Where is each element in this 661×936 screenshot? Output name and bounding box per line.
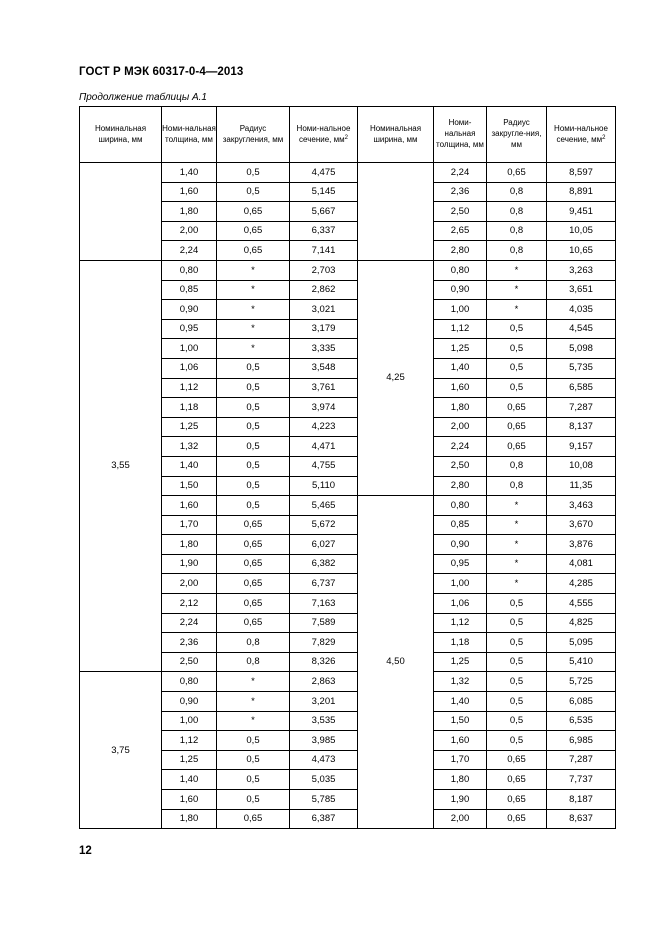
right-radius-cell: 0,5 (487, 319, 547, 339)
table-row (80, 672, 616, 692)
right-width-cell (358, 163, 434, 261)
page-number: 12 (79, 845, 92, 857)
right-section-cell: 5,095 (547, 633, 616, 653)
left-radius-cell: 0,65 (217, 554, 290, 574)
left-radius-cell: 0,65 (217, 594, 290, 614)
left-radius-cell: 0,5 (217, 750, 290, 770)
right-radius-cell: 0,5 (487, 711, 547, 731)
header-thickness-left: Номи-нальная толщина, мм (162, 107, 217, 163)
right-radius-cell: 0,5 (487, 672, 547, 692)
left-thickness-cell: 0,90 (162, 300, 217, 320)
right-section-cell: 7,287 (547, 750, 616, 770)
left-radius-cell: * (217, 319, 290, 339)
right-thickness-cell: 1,90 (434, 790, 487, 810)
left-section-cell: 3,179 (290, 319, 358, 339)
left-thickness-cell: 1,40 (162, 163, 217, 183)
right-radius-cell: 0,8 (487, 241, 547, 261)
left-radius-cell: 0,5 (217, 358, 290, 378)
right-section-cell: 3,670 (547, 515, 616, 535)
right-width-cell: 4,25 (358, 260, 434, 495)
right-section-cell: 6,985 (547, 731, 616, 751)
right-thickness-cell: 1,80 (434, 398, 487, 418)
right-radius-cell: * (487, 535, 547, 555)
right-radius-cell: 0,65 (487, 398, 547, 418)
left-radius-cell: 0,65 (217, 535, 290, 555)
right-radius-cell: * (487, 496, 547, 516)
right-radius-cell: 0,8 (487, 476, 547, 496)
left-section-cell: 7,141 (290, 241, 358, 261)
right-thickness-cell: 2,80 (434, 241, 487, 261)
right-radius-cell: 0,65 (487, 809, 547, 829)
right-thickness-cell: 2,24 (434, 437, 487, 457)
right-section-cell: 6,535 (547, 711, 616, 731)
right-section-cell: 9,451 (547, 202, 616, 222)
right-thickness-cell: 0,80 (434, 496, 487, 516)
right-radius-cell: 0,65 (487, 437, 547, 457)
header-section-right: Номи-нальное сечение, $мм^2$ (547, 107, 616, 163)
right-section-cell: 9,157 (547, 437, 616, 457)
right-thickness-cell: 1,70 (434, 750, 487, 770)
right-section-cell: 4,035 (547, 300, 616, 320)
table-caption: Продолжение таблицы А.1 (79, 92, 207, 103)
right-thickness-cell: 2,00 (434, 809, 487, 829)
right-section-cell: 3,876 (547, 535, 616, 555)
right-radius-cell: 0,65 (487, 163, 547, 183)
left-radius-cell: 0,5 (217, 496, 290, 516)
right-section-cell: 5,098 (547, 339, 616, 359)
right-thickness-cell: 1,25 (434, 652, 487, 672)
left-thickness-cell: 1,70 (162, 515, 217, 535)
right-radius-cell: 0,8 (487, 202, 547, 222)
left-section-cell: 6,387 (290, 809, 358, 829)
left-section-cell: 4,475 (290, 163, 358, 183)
right-thickness-cell: 2,00 (434, 417, 487, 437)
left-thickness-cell: 0,80 (162, 260, 217, 280)
right-thickness-cell: 1,40 (434, 358, 487, 378)
left-radius-cell: * (217, 280, 290, 300)
right-radius-cell: 0,5 (487, 339, 547, 359)
right-thickness-cell: 0,80 (434, 260, 487, 280)
left-thickness-cell: 0,95 (162, 319, 217, 339)
right-thickness-cell: 0,85 (434, 515, 487, 535)
left-section-cell: 3,974 (290, 398, 358, 418)
left-thickness-cell: 1,80 (162, 809, 217, 829)
left-radius-cell: * (217, 692, 290, 712)
left-radius-cell: 0,65 (217, 809, 290, 829)
right-thickness-cell: 1,12 (434, 613, 487, 633)
left-section-cell: 6,737 (290, 574, 358, 594)
right-section-cell: 8,637 (547, 809, 616, 829)
right-radius-cell: 0,65 (487, 750, 547, 770)
header-radius-right: Радиус закругле-ния, мм (487, 107, 547, 163)
header-width-left: Номинальная ширина, мм (80, 107, 162, 163)
left-section-cell: 5,145 (290, 182, 358, 202)
right-section-cell: 5,725 (547, 672, 616, 692)
left-thickness-cell: 1,40 (162, 456, 217, 476)
header-thickness-right: Номи-нальная толщина, мм (434, 107, 487, 163)
left-section-cell: 3,548 (290, 358, 358, 378)
right-section-cell: 4,285 (547, 574, 616, 594)
left-radius-cell: 0,65 (217, 515, 290, 535)
left-thickness-cell: 0,85 (162, 280, 217, 300)
right-radius-cell: 0,8 (487, 182, 547, 202)
right-thickness-cell: 1,40 (434, 692, 487, 712)
right-radius-cell: * (487, 574, 547, 594)
right-radius-cell: 0,5 (487, 594, 547, 614)
table-row (80, 260, 616, 280)
left-thickness-cell: 1,60 (162, 496, 217, 516)
left-thickness-cell: 2,00 (162, 574, 217, 594)
left-section-cell: 5,672 (290, 515, 358, 535)
left-section-cell: 3,021 (290, 300, 358, 320)
left-section-cell: 7,589 (290, 613, 358, 633)
left-thickness-cell: 1,60 (162, 182, 217, 202)
left-radius-cell: 0,5 (217, 456, 290, 476)
left-width-cell: 3,75 (80, 672, 162, 829)
right-radius-cell: * (487, 515, 547, 535)
right-section-cell: 4,555 (547, 594, 616, 614)
right-width-cell: 4,50 (358, 496, 434, 829)
right-section-cell: 6,085 (547, 692, 616, 712)
right-thickness-cell: 1,18 (434, 633, 487, 653)
left-section-cell: 4,223 (290, 417, 358, 437)
left-thickness-cell: 2,00 (162, 221, 217, 241)
left-radius-cell: 0,5 (217, 417, 290, 437)
left-section-cell: 4,755 (290, 456, 358, 476)
right-radius-cell: * (487, 554, 547, 574)
right-radius-cell: 0,5 (487, 358, 547, 378)
left-radius-cell: 0,5 (217, 770, 290, 790)
left-thickness-cell: 2,36 (162, 633, 217, 653)
right-thickness-cell: 1,25 (434, 339, 487, 359)
left-radius-cell: 0,5 (217, 182, 290, 202)
right-thickness-cell: 1,00 (434, 574, 487, 594)
right-section-cell: 4,081 (547, 554, 616, 574)
left-radius-cell: * (217, 339, 290, 359)
left-radius-cell: 0,5 (217, 398, 290, 418)
header-radius-left: Радиус закругления, мм (217, 107, 290, 163)
left-section-cell: 3,985 (290, 731, 358, 751)
left-radius-cell: * (217, 672, 290, 692)
left-radius-cell: 0,5 (217, 476, 290, 496)
right-section-cell: 4,825 (547, 613, 616, 633)
right-thickness-cell: 1,60 (434, 731, 487, 751)
left-section-cell: 3,535 (290, 711, 358, 731)
wire-dimensions-table (79, 106, 616, 829)
left-section-cell: 3,761 (290, 378, 358, 398)
right-thickness-cell: 2,65 (434, 221, 487, 241)
header-row (80, 107, 616, 163)
left-section-cell: 5,465 (290, 496, 358, 516)
right-section-cell: 10,08 (547, 456, 616, 476)
left-section-cell: 2,862 (290, 280, 358, 300)
left-radius-cell: 0,5 (217, 378, 290, 398)
left-section-cell: 3,201 (290, 692, 358, 712)
left-thickness-cell: 2,50 (162, 652, 217, 672)
right-radius-cell: 0,5 (487, 692, 547, 712)
right-radius-cell: 0,65 (487, 417, 547, 437)
left-section-cell: 5,035 (290, 770, 358, 790)
left-radius-cell: 0,8 (217, 633, 290, 653)
left-section-cell: 6,337 (290, 221, 358, 241)
left-thickness-cell: 1,25 (162, 750, 217, 770)
left-thickness-cell: 2,24 (162, 613, 217, 633)
left-radius-cell: 0,5 (217, 437, 290, 457)
left-section-cell: 6,027 (290, 535, 358, 555)
left-width-cell (80, 163, 162, 261)
left-thickness-cell: 1,50 (162, 476, 217, 496)
left-section-cell: 7,163 (290, 594, 358, 614)
right-radius-cell: 0,5 (487, 613, 547, 633)
document-title: ГОСТ Р МЭК 60317-0-4—2013 (79, 66, 244, 78)
left-thickness-cell: 1,60 (162, 790, 217, 810)
left-thickness-cell: 1,25 (162, 417, 217, 437)
right-radius-cell: * (487, 260, 547, 280)
left-thickness-cell: 1,12 (162, 731, 217, 751)
right-thickness-cell: 0,90 (434, 280, 487, 300)
left-section-cell: 5,667 (290, 202, 358, 222)
left-section-cell: 2,863 (290, 672, 358, 692)
right-radius-cell: 0,5 (487, 652, 547, 672)
right-thickness-cell: 1,60 (434, 378, 487, 398)
right-thickness-cell: 0,95 (434, 554, 487, 574)
right-section-cell: 3,463 (547, 496, 616, 516)
right-thickness-cell: 1,06 (434, 594, 487, 614)
right-radius-cell: 0,65 (487, 770, 547, 790)
left-radius-cell: 0,8 (217, 652, 290, 672)
left-thickness-cell: 1,80 (162, 202, 217, 222)
right-thickness-cell: 1,32 (434, 672, 487, 692)
left-section-cell: 5,110 (290, 476, 358, 496)
right-section-cell: 7,287 (547, 398, 616, 418)
left-thickness-cell: 0,80 (162, 672, 217, 692)
left-thickness-cell: 1,06 (162, 358, 217, 378)
left-thickness-cell: 1,40 (162, 770, 217, 790)
right-radius-cell: 0,8 (487, 456, 547, 476)
right-section-cell: 8,597 (547, 163, 616, 183)
left-section-cell: 7,829 (290, 633, 358, 653)
right-section-cell: 8,137 (547, 417, 616, 437)
left-thickness-cell: 1,80 (162, 535, 217, 555)
right-section-cell: 8,891 (547, 182, 616, 202)
right-radius-cell: * (487, 280, 547, 300)
left-section-cell: 2,703 (290, 260, 358, 280)
left-section-cell: 8,326 (290, 652, 358, 672)
left-thickness-cell: 1,00 (162, 339, 217, 359)
left-radius-cell: 0,65 (217, 241, 290, 261)
right-radius-cell: 0,65 (487, 790, 547, 810)
left-thickness-cell: 1,18 (162, 398, 217, 418)
right-thickness-cell: 2,24 (434, 163, 487, 183)
right-thickness-cell: 2,50 (434, 456, 487, 476)
left-thickness-cell: 1,90 (162, 554, 217, 574)
right-thickness-cell: 1,12 (434, 319, 487, 339)
left-radius-cell: 0,65 (217, 202, 290, 222)
right-radius-cell: 0,8 (487, 221, 547, 241)
left-radius-cell: * (217, 300, 290, 320)
right-section-cell: 5,410 (547, 652, 616, 672)
left-thickness-cell: 2,12 (162, 594, 217, 614)
right-radius-cell: * (487, 300, 547, 320)
right-thickness-cell: 1,80 (434, 770, 487, 790)
right-radius-cell: 0,5 (487, 378, 547, 398)
left-section-cell: 5,785 (290, 790, 358, 810)
right-section-cell: 5,735 (547, 358, 616, 378)
left-radius-cell: 0,5 (217, 731, 290, 751)
right-section-cell: 4,545 (547, 319, 616, 339)
left-section-cell: 6,382 (290, 554, 358, 574)
header-section-left: Номи-нальное сечение, $мм^2$ (290, 107, 358, 163)
right-section-cell: 3,651 (547, 280, 616, 300)
header-width-right: Номинальная ширина, мм (358, 107, 434, 163)
left-radius-cell: 0,65 (217, 574, 290, 594)
right-section-cell: 11,35 (547, 476, 616, 496)
right-thickness-cell: 2,36 (434, 182, 487, 202)
right-thickness-cell: 1,50 (434, 711, 487, 731)
left-thickness-cell: 1,00 (162, 711, 217, 731)
left-section-cell: 4,471 (290, 437, 358, 457)
right-section-cell: 10,65 (547, 241, 616, 261)
left-width-cell: 3,55 (80, 260, 162, 671)
left-thickness-cell: 1,32 (162, 437, 217, 457)
left-radius-cell: 0,5 (217, 163, 290, 183)
left-radius-cell: 0,65 (217, 221, 290, 241)
right-section-cell: 8,187 (547, 790, 616, 810)
table-row (80, 163, 616, 183)
right-thickness-cell: 2,50 (434, 202, 487, 222)
right-section-cell: 10,05 (547, 221, 616, 241)
right-thickness-cell: 0,90 (434, 535, 487, 555)
left-thickness-cell: 2,24 (162, 241, 217, 261)
left-section-cell: 3,335 (290, 339, 358, 359)
right-section-cell: 7,737 (547, 770, 616, 790)
left-radius-cell: 0,65 (217, 613, 290, 633)
left-radius-cell: * (217, 260, 290, 280)
right-thickness-cell: 2,80 (434, 476, 487, 496)
right-section-cell: 6,585 (547, 378, 616, 398)
right-thickness-cell: 1,00 (434, 300, 487, 320)
right-radius-cell: 0,5 (487, 731, 547, 751)
left-section-cell: 4,473 (290, 750, 358, 770)
left-thickness-cell: 0,90 (162, 692, 217, 712)
right-radius-cell: 0,5 (487, 633, 547, 653)
left-radius-cell: * (217, 711, 290, 731)
left-radius-cell: 0,5 (217, 790, 290, 810)
right-section-cell: 3,263 (547, 260, 616, 280)
left-thickness-cell: 1,12 (162, 378, 217, 398)
